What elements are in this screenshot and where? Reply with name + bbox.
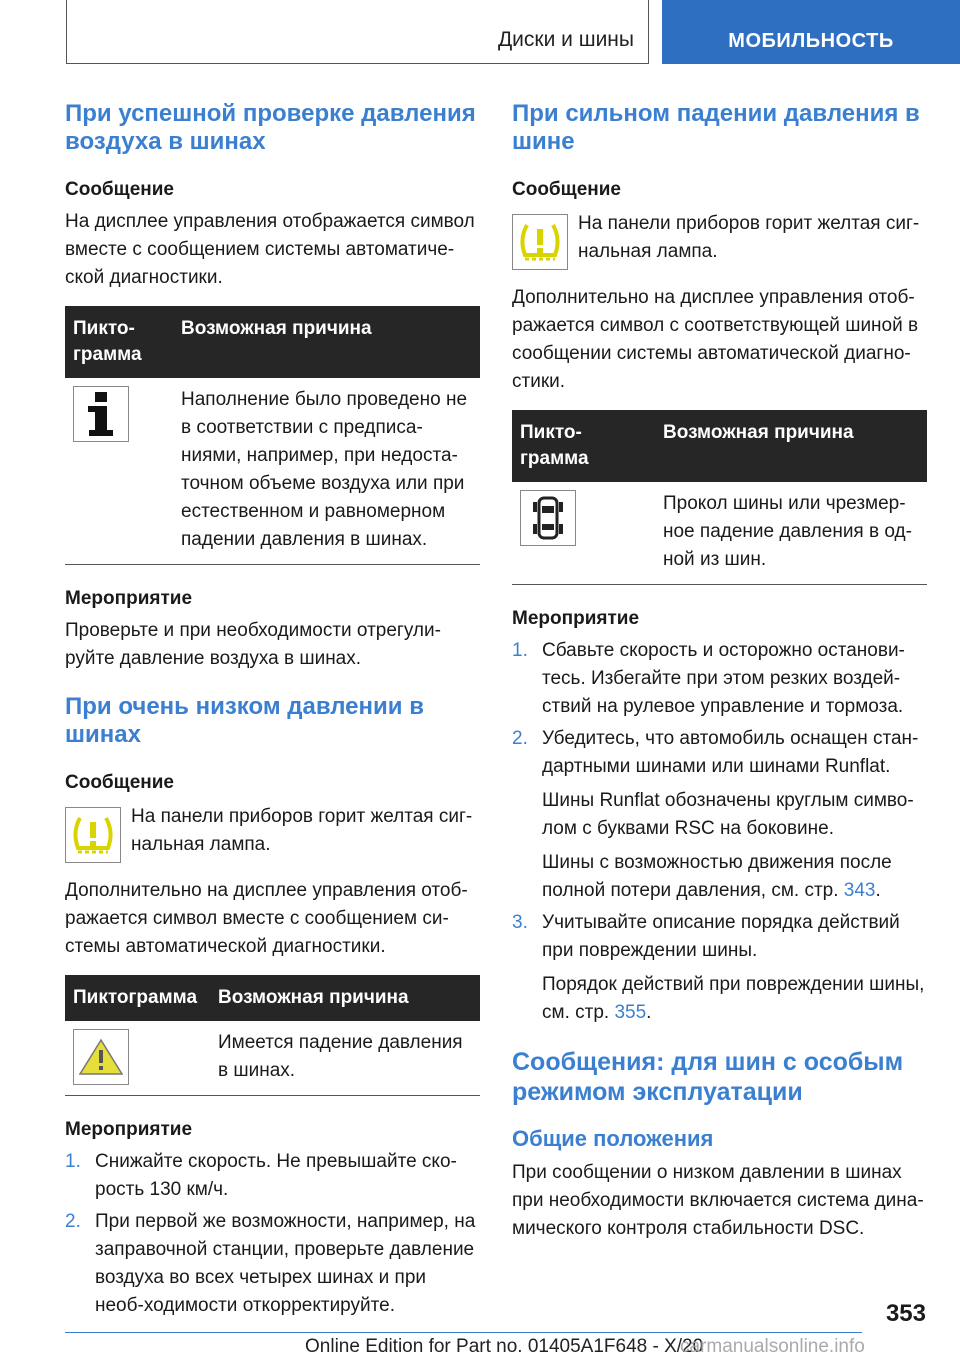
lamp-text: На панели приборов горит желтая сиг-нальная лампа.	[131, 806, 473, 855]
footer-divider	[65, 1332, 862, 1333]
table-header-pictogram: Пикто-грамма	[512, 410, 655, 482]
table-header-pictogram: Пиктограмма	[65, 975, 210, 1021]
heading-very-low-pressure: При очень низком давлении в шинах	[65, 693, 424, 748]
runflat-reference: Шины с возможностью движения после полной потери давления, см. стр. 343.	[542, 852, 892, 901]
car-tire-position-icon	[520, 490, 576, 546]
left-column	[65, 100, 480, 1320]
chapter-label: МОБИЛЬНОСТЬ	[728, 29, 894, 52]
action-text: Проверьте и при необходимости отрегули-руйте давление воздуха в шинах.	[65, 620, 441, 669]
general-text: При сообщении о низком давлении в шинах при необходимости включается система дина-мического контроля стабильности DSC.	[512, 1162, 924, 1239]
heading-special-tires: Сообщения: для шин с особым режимом эксплуатации	[512, 1048, 904, 1106]
additional-text: Дополнительно на дисплее управления отоб-ражается символ вместе с сообщением си-стемы автоматической диагностики.	[65, 880, 468, 957]
table-header-pictogram: Пикто-грамма	[65, 306, 173, 378]
tire-damage-reference: Порядок действий при повреждении шины, см. стр. 355.	[542, 974, 925, 1023]
list-item: 1. Снижайте скорость. Не превышайте ско-рость 130 км/ч.	[65, 1151, 457, 1200]
list-item: 2. Убедитесь, что автомобиль оснащен стан-дартными шинами или шинами Runflat. Шины Runflat обозначены круглым симво-лом с буквами RSC на боковине. Шины с возможностью движения после полной потери давления, см. стр. 343.	[512, 725, 927, 905]
page-link-343[interactable]: 343	[843, 880, 876, 901]
table-header-cause: Возможная причина	[210, 975, 480, 1021]
tire-pressure-warning-icon	[512, 214, 568, 270]
warning-triangle-icon	[73, 1029, 129, 1085]
message-label: Сообщение	[65, 772, 174, 793]
cause-cell: Наполнение было проведено не в соответствии с предписа-ниями, например, при недоста-точном объеме воздуха или при естественном и равномерном падении давления в шинах.	[173, 378, 480, 565]
runflat-note: Шины Runflat обозначены круглым симво-лом с буквами RSC на боковине.	[542, 790, 914, 839]
table-header-cause: Возможная причина	[173, 306, 480, 378]
message-label: Сообщение	[65, 179, 174, 200]
lamp-row	[65, 807, 480, 863]
cause-cell: Прокол шины или чрезмер-ное падение давления в од-ной из шин.	[655, 482, 927, 585]
header-section-box	[66, 0, 649, 64]
cause-cell: Имеется падение давления в шинах.	[210, 1021, 480, 1096]
action-steps	[512, 637, 927, 1027]
action-steps	[65, 1148, 480, 1320]
pictogram-cell	[512, 482, 655, 585]
list-item: 2. При первой же возможности, например, на заправочной станции, проверьте давление воздуха во всех четырех шинах и при необ-ходимости откорректируйте.	[65, 1211, 476, 1316]
tire-pressure-warning-icon	[65, 807, 121, 863]
pictogram-table-1	[65, 306, 480, 565]
right-column	[512, 100, 927, 1243]
list-item: 3. Учитывайте описание порядка действий при повреждении шины. Порядок действий при повреждении шины, см. стр. 355.	[512, 909, 927, 1027]
pictogram-table-3	[512, 410, 927, 585]
heading-strong-pressure-loss: При сильном падении давления в шине	[512, 100, 920, 155]
lamp-text: На панели приборов горит желтая сиг-нальная лампа.	[578, 213, 920, 262]
action-label: Мероприятие	[65, 588, 193, 609]
page-number: 353	[885, 1300, 926, 1327]
action-label: Мероприятие	[512, 608, 640, 629]
section-title: Диски и шины	[497, 28, 634, 51]
info-icon	[73, 386, 129, 442]
page-link-355[interactable]: 355	[614, 1002, 647, 1023]
action-label: Мероприятие	[65, 1119, 193, 1140]
pictogram-cell	[65, 378, 173, 565]
pictogram-table-2	[65, 975, 480, 1096]
table-header-cause: Возможная причина	[655, 410, 927, 482]
lamp-row	[512, 214, 927, 270]
heading-successful-check: При успешной проверке давления воздуха в шинах	[65, 100, 476, 155]
message-label: Сообщение	[512, 179, 621, 200]
watermark: carmanualsonline.info	[680, 1336, 865, 1357]
chapter-tab	[662, 0, 960, 64]
additional-text: Дополнительно на дисплее управления отоб-ражается символ с соответствующей шиной в сообщении системы автоматической диагно-стики.	[512, 287, 919, 392]
message-text: На дисплее управления отображается символ вместе с сообщением системы автоматиче-ской диагностики.	[65, 211, 475, 288]
list-item: 1. Сбавьте скорость и осторожно останови-тесь. Избегайте при этом резких воздей-ствий на рулевое управление и тормоза.	[512, 640, 905, 717]
edition-info: Online Edition for Part no. 01405A1F648 - X/20	[305, 1336, 704, 1357]
heading-general: Общие положения	[512, 1126, 714, 1151]
pictogram-cell	[65, 1021, 210, 1096]
